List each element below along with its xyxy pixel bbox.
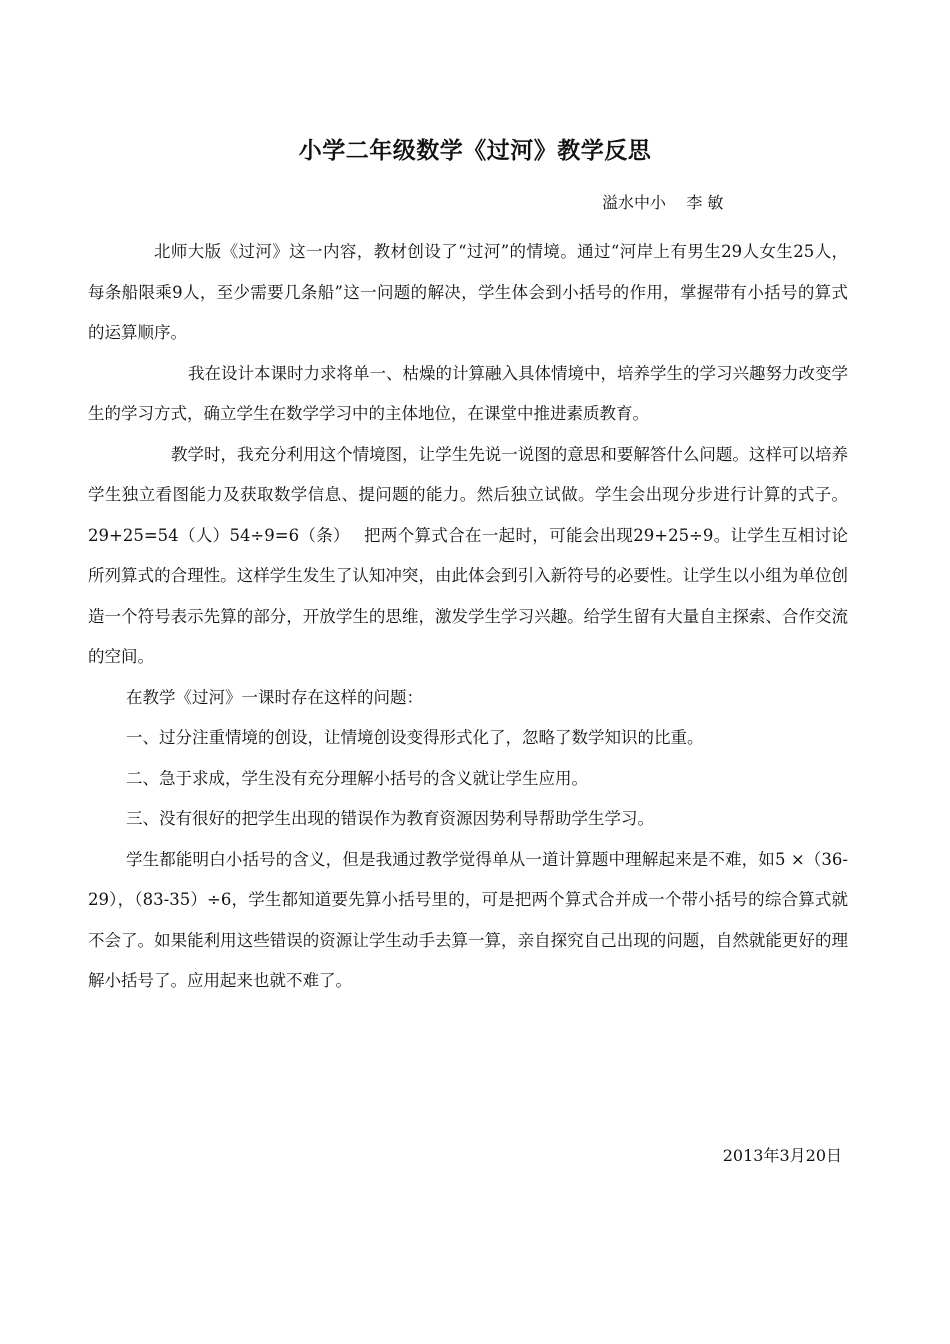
paragraph-intro: 北师大版《过河》这一内容，教材创设了“过河”的情境。通过“河岸上有男生29人女生25人，每条船限乘9人，至少需要几条船”这一问题的解决，学生体会到小括号的作用，掌握带有小括号的算式的运算顺序。	[88, 242, 848, 342]
document-date: 2013年3月20日	[722, 1146, 842, 1165]
document-body	[88, 232, 848, 1002]
author-line: 溢水中小 李 敏	[602, 193, 724, 212]
paragraph-problem-1: 一、过分注重情境的创设，让情境创设变得形式化了，忽略了数学知识的比重。	[126, 728, 704, 747]
paragraph-problem-3: 三、没有很好的把学生出现的错误作为教育资源因势利导帮助学生学习。	[126, 809, 654, 828]
paragraph-design: 我在设计本课时力求将单一、枯燥的计算融入具体情境中，培养学生的学习兴趣努力改变学生的学习方式，确立学生在数学学习中的主体地位，在课堂中推进素质教育。	[88, 363, 848, 423]
paragraph-problems-intro: 在教学《过河》一课时存在这样的问题：	[126, 687, 423, 707]
paragraph-teaching: 教学时，我充分利用这个情境图，让学生先说一说图的意思和要解答什么问题。这样可以培养学生独立看图能力及获取数学信息、提问题的能力。然后独立试做。学生会出现分步进行计算的式子。29+25=54（人）54÷9=6（条） 把两个算式合在一起时，可能会出现29+25÷9。让学生互相讨论所列算式的合理性。这样学生发生了认知冲突，由此体会到引入新符号的必要性。让学生以小组为单位创造一个符号表示先算的部分，开放学生的思维，激发学生学习兴趣。给学生留有大量自主探索、合作交流的空间。	[88, 444, 848, 666]
paragraph-conclusion: 学生都能明白小括号的含义，但是我通过教学觉得单从一道计算题中理解起来是不难，如5 ×（36-29），（83-35）÷6，学生都知道要先算小括号里的，可是把两个算式合并成一个带小括号的综合算式就不会了。如果能利用这些错误的资源让学生动手去算一算，亲自探究自己出现的问题，自然就能更好的理解小括号了。应用起来也就不难了。	[88, 849, 848, 990]
document-title: 小学二年级数学《过河》教学反思	[298, 138, 652, 164]
paragraph-problem-2: 二、急于求成，学生没有充分理解小括号的含义就让学生应用。	[126, 768, 588, 788]
